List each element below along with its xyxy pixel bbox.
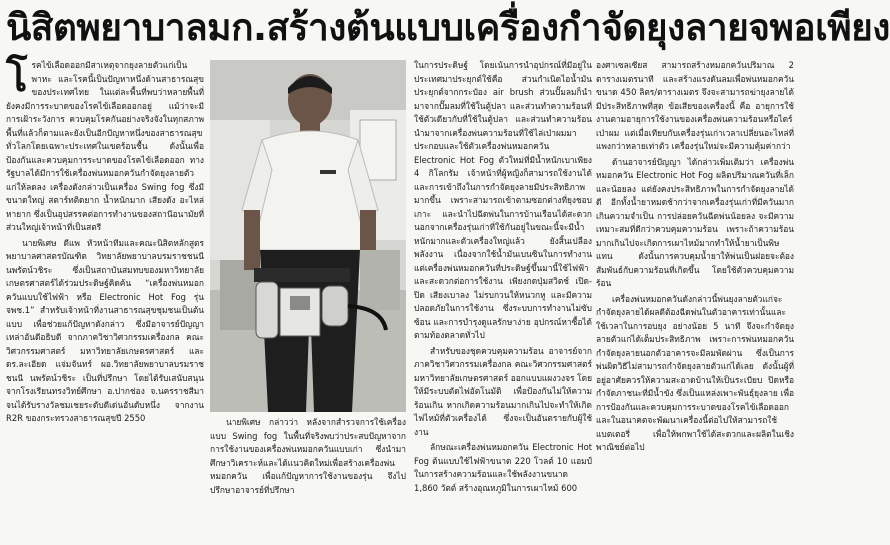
- article-column-4: [596, 59, 794, 543]
- paragraph: ด้านอาจารย์ปัญญา ได้กล่าวเพิ่มเติมว่า เครื่องพ่นหมอกควัน Electronic Hot Fog ผลิตปริมาณควันที่เล็กและน้อยลง แต่ยังคงประสิทธิภาพในการกำจัดยุงลายได้ดี อีกทั้งน้ำยาหมดช้ากว่าจากเครื่องรุ่นเก่าที่มีควันมากเกินความจำเป็น การปล่อยควันฉีดพ่นน้อยลง จะมีความเหมาะสมที่ดีกว่าควบคุมความร้อน เพราะถ้าความร้อนมากเกินไปจะเกิดการเผาไหม้มากทำให้น้ำยาเป็นพิษแทน ดังนั้นการควบคุมน้ำยาให้พ่นเป็นฝอยจะต้องสัมพันธ์กับความร้อนที่เกิดขึ้น โดยใช้ตัวควบคุมความร้อน: [596, 156, 794, 288]
- headline: นิสิตพยาบาลมก.สร้างต้นแบบเครื่องกำจัดยุงลายจพอเพียง: [6, 6, 890, 49]
- paragraph: ในการประดิษฐ์ โดยเน้นการนำอุปกรณ์ที่มีอยู่ในประเทศมาประยุกต์ใช้คือ ส่วนกำเนิดไอน้ำมันประยุกต์จากกระป๋อง air brush ส่วนปั๊มลมก็นำมาจากปั๊มลมที่ใช้ในตู้ปลา และส่วนทำความร้อนที่ใช้ตัวเดียวกับที่ใช้ในตู้ปลา และส่วนทำความร้อนนำมาจากเครื่องพ่นความร้อนที่ใช้ไล่เป่าผมมาประกอบและใช้ตัวเครื่องพ่นหมอกควัน Electronic Hot Fog ตัวใหม่ที่มีน้ำหนักเบาเพียง 4 กิโลกรัม เจ้าหน้าที่ผู้หญิงก็สามารถใช้งานได้ และการเข้าถึงในการกำจัดยุงลายมีประสิทธิภาพมากขึ้น เพราะสามารถเข้าตามซอกต่างที่ยุงชอบเกาะ และนำไปฉีดพ่นในการบ้านเรือนได้สะดวก นอกจากเครื่องรุ่นเก่าที่ใช้กันอยู่ในขณะนี้จะมีน้ำหนักมากและตัวเครื่องใหญ่แล้ว ยังสิ้นเปลืองพลังงาน เนื่องจากใช้น้ำมันเบนซินในการทำงาน แต่เครื่องพ่นหมอกควันที่ประดิษฐ์ขึ้นมานี้ใช้ไฟฟ้า และสะดวกต่อการใช้งาน เพียงกดปุ่มสวิตช์ เปิด-ปิด เสียงเบาลง ไม่รบกวนให้หนวกหู และมีความปลอดภัยในการใช้งาน ซึ่งระบบการทำงานไม่ซับซ้อน และการบำรุงดูแลรักษาง่าย อุปกรณ์หาซื้อได้ตามท้องตลาดทั่วไป: [414, 60, 592, 340]
- photo-nurse-with-fogger: [210, 60, 406, 412]
- article-column-3: [414, 59, 592, 543]
- paragraph: สำหรับของชุดควบคุมความร้อน อาจารย์จากภาควิชาวิศวกรรมเครื่องกล คณะวิศวกรรมศาสตร์ มหาวิทยาลัยเกษตรศาสตร์ ออกแบบแผงวงจร โดยให้มีระบบตัดไฟอัตโนมัติ เพื่อป้องกันไม่ให้ความร้อนเกิน หากเกิดความร้อนมากเกินไปจะทำให้เกิดไฟไหม้ที่ตัวเครื่องได้ ซึ่งจะเป็นอันตรายกับผู้ใช้งาน: [414, 345, 592, 437]
- paragraph: โรคไข้เลือดออกมีสาเหตุจากยุงลายตัวแก่เป็นพาหะ และโรคนี้เป็นปัญหาหนึ่งด้านสาธารณสุขของประเทศไทย ในแต่ละพื้นที่พบว่าหลายพื้นที่ยังคงมีการระบาดของโรคไข้เลือดออกอยู่ แม้ว่าจะมีการเฝ้าระวังการ ควบคุมโรคกันอย่างจริงจังในทุกสภาพพื้นที่แล้วก็ตามและยังเป็นอีกปัญหาหนึ่งของสาธารณสุขทั่วโลกโดยเฉพาะประเทศในเขตร้อนชื้น ดังนั้นเพื่อป้องกันและควบคุมการระบาดของโรคไข้เลือดออก ทางรัฐบาลได้มีการใช้เครื่องพ่นหมอกควันกำจัดยุงลายตัวแก่ให้ลดลง เครื่องดังกล่าวเป็นเครื่อง Swing fog ซึ่งมีขนาดใหญ่ สตาร์ทติดยาก น้ำหนักมาก เสียงดัง อะไหล่หายาก ซึ่งเป็นอุปสรรคต่อการทำงานของสถานีอนามัยที่ส่วนใหญ่เจ้าหน้าที่เป็นสตรี: [6, 55, 204, 232]
- paragraph: องศาเซลเซียส สามารถสร้างหมอกควันปริมาณ 2 ตารางเมตรนาที และสร้างแรงดันลมเพื่อพ่นหมอกควันขนาด 450 ลิตร/ตารางเมตร จึงจะสามารถฆ่ายุงลายได้มีประสิทธิภาพที่สุด ข้อเสียของเครื่องนี้ คือ อายุการใช้งานตามอายุการใช้งานของเครื่องพ่นความร้อนหรือไดร์เป่าผม แต่เมื่อเทียบกับเครื่องรุ่นเก่าเวลาเปลี่ยนอะไหล่ที่แพงกว่าหลายเท่าตัว เครื่องรุ่นใหม่จะมีความคุ้มค่ากว่า: [596, 60, 794, 151]
- article-column-1: [6, 55, 204, 543]
- paragraph: ลักษณะเครื่องพ่นหมอกควัน Electronic Hot Fog ต้นแบบใช้ไฟฟ้าขนาด 220 โวลต์ 10 แอมป์ ในการสร้างความร้อนและใช้พลังงานขนาด 1,860 วัตต์ สร้างอุณหภูมิในการเผาไหม้ 600: [414, 442, 592, 493]
- drop-cap: โ: [6, 55, 28, 101]
- paragraph: เครื่องพ่นหมอกควันดังกล่าวนี้พ่นยุงลายตัวแก่จะกำจัดยุงลายได้ผลดีต้องฉีดพ่นในตัวอาคารเท่านั้นและใช้เวลาในการอบยุง อย่างน้อย 5 นาที จึงจะกำจัดยุงลายตัวแก่ได้เต็มประสิทธิภาพ เพราะการพ่นหมอกควันกำจัดยุงลายนอกตัวอาคารจะมีลมพัดผ่าน ซึ่งเป็นการพ่นผิดวิธีไม่สามารถกำจัดยุงลายตัวแก่ได้เลย ดังนั้นผู้ที่อยู่อาศัยควรให้ความสะอาดบ้านให้เป็นระเบียบ ปิดหรือกำจัดภาชนะที่มีน้ำขัง ซึ่งเป็นแหล่งเพาะพันธุ์ยุงลาย เพื่อการป้องกันและควบคุมการระบาดของโรคไข้เลือดออก และในอนาคตจะพัฒนาเครื่องนี้ต่อไปให้สามารถใช้แบตเตอรี่ เพื่อให้พกพาใช้ได้สะดวกและผลิตในเชิงพาณิชย์ต่อไป: [596, 293, 794, 452]
- photo-image: [210, 60, 406, 412]
- paragraph: นายพิเศษ กล่าวว่า หลังจากสำรวจการใช้เครื่องแบบ Swing fog ในพื้นที่จริงพบว่าประสบปัญหาจากการใช้งานของเครื่องพ่นหมอกควันแบบเก่า ซึ่งนำมาศึกษาวิเคราะห์และได้แนวคิดใหม่เพื่อสร้างเครื่องพ่นหมอกควัน เพื่อแก้ปัญหาการใช้งานของรุ่น จึงไปปรึกษาอาจารย์ที่ปรึกษา: [210, 417, 406, 495]
- article-column-2: [210, 416, 406, 543]
- paragraph: นายพิเศษ ดีแพ หัวหน้าทีมและคณะนิสิตหลักสูตรพยาบาลศาสตรบัณฑิต วิทยาลัยพยาบาลบรมราชชนนีนพรัตน์วชิระ ซึ่งเป็นสถาบันสมทบของมหาวิทยาลัยเกษตรศาสตร์ได้ร่วมประดิษฐ์คิดค้น “เครื่องพ่นหมอกควันแบบใช้ไฟฟ้า หรือ Electronic Hot Fog รุ่น จพช.1” สำหรับเจ้าหน้าที่งานสาธารณสุขชุมชนเป็นต้นแบบ เพื่อช่วยแก้ปัญหาดังกล่าว ซึ่งมีอาจารย์ปัญญา เหล่าอันดีอธิบดี จากภาควิชาวิศวกรรมเครื่องกล คณะวิศวกรรมศาสตร์ มหาวิทยาลัยเกษตรศาสตร์ และดร.ละเอียด แจ่มจันทร์ ผอ.วิทยาลัยพยาบาลบรมราชชนนี นพรัตน์วชิระ เป็นที่ปรึกษา โดยได้รับเสนับสนุนจากโรงเรียนทรงวิทย์ศึกษา อ.ปากช่อง จ.นครราชสีมา จนได้รับรางวัลชมเชยระดับดีเด่นอันดับหนึ่ง จากงาน R2R ของกระทรวงสาธารณสุขปี 2550: [6, 237, 204, 423]
